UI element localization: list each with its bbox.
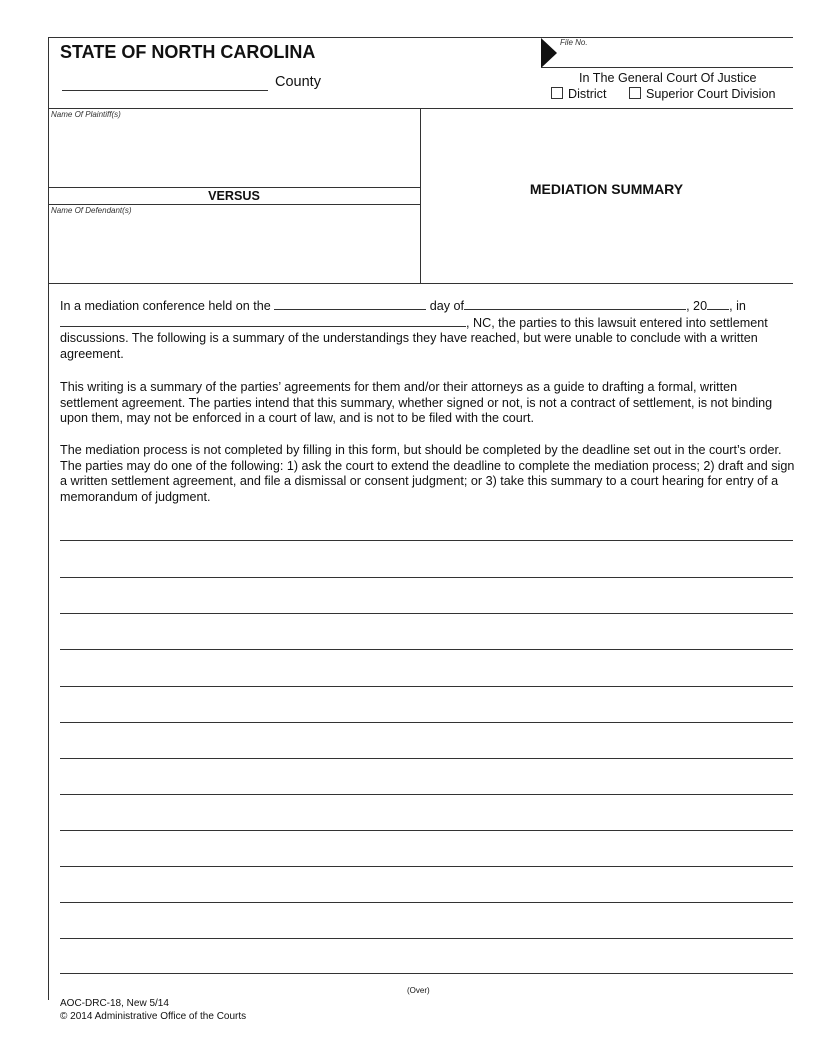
summary-line[interactable] [60, 540, 793, 541]
defendant-label: Name Of Defendant(s) [51, 206, 132, 215]
month-field[interactable] [464, 298, 686, 310]
checkbox-superior-label: Superior Court Division [646, 87, 776, 101]
copyright: © 2014 Administrative Office of the Courts [60, 1011, 247, 1022]
summary-line[interactable] [60, 649, 793, 650]
intro-paragraph [60, 298, 795, 362]
left-border [48, 37, 49, 1000]
summary-line[interactable] [60, 973, 793, 974]
checkbox-district[interactable] [551, 87, 606, 101]
court-title: In The General Court Of Justice [579, 71, 757, 85]
summary-line[interactable] [60, 686, 793, 687]
summary-disclaimer: This writing is a summary of the parties’ agreements for them and/or their attorneys as a guide to drafting a formal, written settlement agreement. The parties intend that this summary, whether signed or not, is not a contract of settlement, is not binding upon them, may not be enforced in a court of law, and is not to be filed with the court. [60, 380, 773, 426]
versus-bottom-line [48, 204, 420, 205]
summary-line[interactable] [60, 577, 793, 578]
top-border [48, 37, 793, 38]
intro-text-1: In a mediation conference held on the [60, 299, 271, 313]
file-no-arrow-icon [541, 38, 557, 68]
day-field[interactable] [274, 298, 426, 310]
summary-line[interactable] [60, 613, 793, 614]
summary-line[interactable] [60, 938, 793, 939]
intro-text-5: , NC, the parties to this lawsuit entered into settlement discussions. The following is a summary of the understandings they have reached, but were unable to conclude with a written agreement. [60, 315, 768, 361]
county-label: County [275, 74, 321, 90]
process-note: The mediation process is not completed by filling in this form, but should be completed by the deadline set out in the court’s order. The parties may do one of the following: 1) ask the court to extend the deadline to complete the mediation process; 2) draft and sign a written settlement agreement, and file a dismissal or consent judgment; or 3) take this summary to a court hearing for entry of a memorandum of judgment. [60, 443, 795, 504]
versus-label: VERSUS [208, 189, 260, 203]
summary-line[interactable] [60, 902, 793, 903]
location-field[interactable] [60, 315, 466, 327]
over-note: (Over) [407, 986, 430, 995]
file-no-label: File No. [560, 38, 588, 47]
file-no-line [541, 67, 793, 68]
intro-text-2: day of [429, 299, 465, 313]
summary-line[interactable] [60, 722, 793, 723]
summary-line[interactable] [60, 758, 793, 759]
checkbox-district-label: District [568, 87, 607, 101]
county-field[interactable] [62, 74, 268, 91]
checkbox-superior[interactable] [629, 87, 776, 101]
versus-top-line [48, 187, 420, 188]
intro-text-3: , 20 [686, 299, 708, 313]
plaintiff-field[interactable] [50, 120, 418, 186]
caption-bottom [48, 283, 793, 284]
summary-line[interactable] [60, 830, 793, 831]
summary-line[interactable] [60, 866, 793, 867]
form-id: AOC-DRC-18, New 5/14 [60, 998, 169, 1009]
defendant-field[interactable] [50, 216, 418, 282]
form-title: MEDIATION SUMMARY [529, 181, 684, 197]
file-no-field[interactable] [556, 50, 793, 67]
summary-line[interactable] [60, 794, 793, 795]
state-title: STATE OF NORTH CAROLINA [60, 42, 316, 62]
plaintiff-label: Name Of Plaintiff(s) [51, 110, 121, 119]
checkbox-district-box[interactable] [551, 87, 563, 99]
checkbox-superior-box[interactable] [629, 87, 641, 99]
year-field[interactable] [707, 298, 729, 310]
intro-text-4: , in [729, 299, 746, 313]
